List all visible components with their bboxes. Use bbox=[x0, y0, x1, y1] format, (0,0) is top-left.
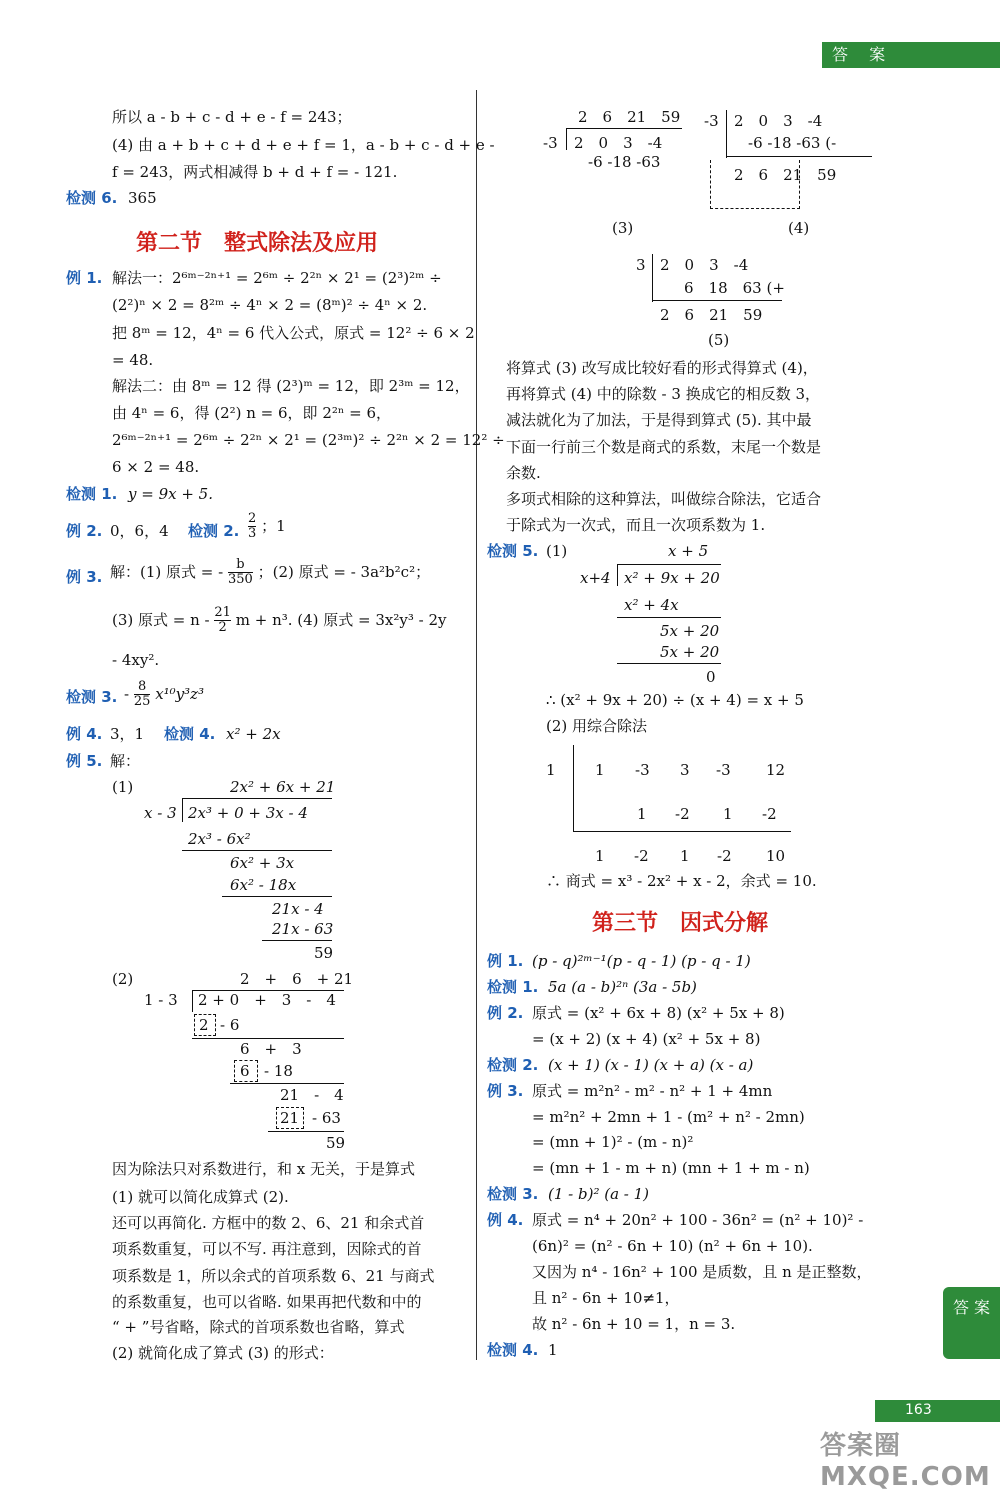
text-line: 多项式相除的这种算法，叫做综合除法，它适合 bbox=[506, 490, 822, 508]
division-tag: (5) bbox=[708, 331, 730, 349]
division-tag: (4) bbox=[788, 219, 810, 237]
text-line: ∴ 商式 = x³ - 2x² + x - 2，余式 = 10. bbox=[546, 872, 817, 890]
check-label: 检测 4. bbox=[164, 725, 216, 743]
division-row: - 63 bbox=[312, 1109, 341, 1127]
check-label: 检测 5. bbox=[487, 542, 539, 560]
example-label: 例 1. bbox=[487, 952, 524, 970]
division-row: x² + 4x bbox=[624, 596, 679, 614]
division-row: - 18 bbox=[264, 1062, 293, 1080]
side-tab: 答 案 bbox=[943, 1287, 1000, 1359]
synthetic-cell: -2 bbox=[634, 847, 649, 865]
footer-bar bbox=[875, 1400, 1000, 1422]
synthetic-cell: 1 bbox=[637, 805, 647, 823]
synthetic-cell: 10 bbox=[766, 847, 786, 865]
answer-text: y = 9x + 5. bbox=[128, 485, 213, 503]
division-divisor: x - 3 bbox=[144, 804, 177, 822]
text-line: 项系数重复，可以不写. 再注意到，因除式的首 bbox=[112, 1240, 422, 1258]
text-line: = (mn + 1 - m + n) (mn + 1 + m - n) bbox=[532, 1159, 810, 1177]
division-quotient: 2 6 21 59 bbox=[578, 108, 681, 126]
text-line: 原式 = m²n² - m² - n² + 1 + 4mn bbox=[532, 1082, 773, 1100]
text-line: = (mn + 1)² - (m - n)² bbox=[532, 1133, 694, 1151]
text-line: 原式 = n⁴ + 20n² + 100 - 36n² = (n² + 10)² - bbox=[532, 1211, 864, 1229]
division-remainder: 0 bbox=[706, 668, 716, 686]
division-row: 6x² + 3x bbox=[230, 854, 295, 872]
text-line: 解法二：由 8ᵐ = 12 得 (2³)ᵐ = 12，即 2³ᵐ = 12， bbox=[112, 377, 470, 395]
synthetic-cell: 1 bbox=[680, 847, 690, 865]
division-row: -6 -18 -63 bbox=[588, 153, 661, 171]
division-dividend: 2 0 3 -4 bbox=[660, 256, 749, 274]
example-label: 例 1. bbox=[66, 269, 103, 287]
synthetic-cell: 1 bbox=[723, 805, 733, 823]
check-label: 检测 4. bbox=[487, 1341, 539, 1359]
text-line: (1) bbox=[546, 542, 568, 560]
division-row: - 6 bbox=[220, 1016, 240, 1034]
division-row: 6 + 3 bbox=[240, 1040, 302, 1058]
text-line: 减法就化为了加法，于是得到算式 (5). 其中最 bbox=[506, 411, 812, 429]
synthetic-cell: 12 bbox=[766, 761, 786, 779]
text-line: 把 8ᵐ = 12，4ⁿ = 6 代入公式，原式 = 12² ÷ 6 × 2 bbox=[112, 324, 475, 342]
example-label: 例 4. bbox=[487, 1211, 524, 1229]
division-quotient: 2 6 21 59 bbox=[660, 306, 763, 324]
division-row: 21x - 4 bbox=[272, 900, 324, 918]
division-tag: (3) bbox=[612, 219, 634, 237]
check-label: 检测 3. bbox=[66, 688, 118, 706]
text-line: (2²)ⁿ × 2 = 8²ᵐ ÷ 4ⁿ × 2 = (8ᵐ)² ÷ 4ⁿ × 2. bbox=[112, 296, 428, 314]
text-line: 再将算式 (4) 中的除数 - 3 换成它的相反数 3， bbox=[506, 385, 821, 403]
synthetic-divisor: 1 bbox=[546, 761, 556, 779]
text-line: f = 243，两式相减得 b + d + f = - 121. bbox=[112, 163, 398, 181]
division-row: 21 bbox=[280, 1109, 300, 1127]
text-line: 的系数重复，也可以省略. 如果再把代数和中的 bbox=[112, 1293, 422, 1311]
example-label: 例 5. bbox=[66, 752, 103, 770]
division-divisor: 1 - 3 bbox=[144, 991, 178, 1009]
division-quotient: 2x² + 6x + 21 bbox=[230, 778, 336, 796]
division-row: 6x² - 18x bbox=[230, 876, 297, 894]
text-line: 又因为 n⁴ - 16n² + 100 是质数，且 n 是正整数， bbox=[532, 1263, 872, 1281]
text-line: = m²n² + 2mn + 1 - (m² + n² - 2mn) bbox=[532, 1108, 805, 1126]
answer-text: (1 - b)² (a - 1) bbox=[548, 1185, 650, 1203]
text-line: 还可以再简化. 方框中的数 2、6、21 和余式首 bbox=[112, 1214, 425, 1232]
division-row: 2x³ - 6x² bbox=[188, 830, 251, 848]
answer-text: x² + 2x bbox=[226, 725, 281, 743]
answer-text: (p - q)²ᵐ⁻¹(p - q - 1) (p - q - 1) bbox=[532, 952, 751, 970]
division-divisor: x+4 bbox=[580, 569, 611, 587]
text-line: (3) 原式 = n - $\frac{21}{2}$ m + n³. (4) 原式 = 3x²y³ - 2y bbox=[112, 605, 447, 636]
watermark: 答案圈 MXQE.COM bbox=[820, 1431, 991, 1492]
text-line: (2) 用综合除法 bbox=[546, 717, 648, 735]
division-row: -6 -18 -63 (- bbox=[748, 134, 837, 152]
check-label: 检测 1. bbox=[66, 485, 118, 503]
text-line: 解法一：2⁶ᵐ⁻²ⁿ⁺¹ = 2⁶ᵐ ÷ 2²ⁿ × 2¹ = (2³)²ᵐ ÷ bbox=[112, 269, 442, 287]
example-label: 例 3. bbox=[66, 568, 103, 586]
division-row: 21 - 4 bbox=[280, 1086, 344, 1104]
synthetic-cell: -3 bbox=[716, 761, 731, 779]
text-line: 解：(1) 原式 = - $\frac{b}{350}$ ；(2) 原式 = - 3a²b²c²； bbox=[110, 557, 431, 588]
page-number: 163 bbox=[905, 1402, 932, 1418]
text-line: 由 4ⁿ = 6，得 (2²) n = 6，即 2²ⁿ = 6， bbox=[112, 404, 392, 422]
synthetic-cell: 3 bbox=[680, 761, 690, 779]
text-line: “ + ”号省略，除式的首项系数也省略，算式 bbox=[112, 1318, 405, 1336]
division-remainder: 59 bbox=[314, 944, 334, 962]
check-label: 检测 2. bbox=[487, 1056, 539, 1074]
text-line: 于除式为一次式，而且一次项系数为 1. bbox=[506, 516, 766, 534]
division-row: 2 bbox=[199, 1016, 209, 1034]
division-tag: (1) bbox=[112, 778, 134, 796]
division-divisor: 3 bbox=[636, 256, 646, 274]
text-line: 下面一行前三个数是商式的系数，末尾一个数是 bbox=[506, 438, 822, 456]
division-dividend: x² + 9x + 20 bbox=[624, 569, 720, 587]
division-divisor: -3 bbox=[704, 112, 719, 130]
section-title-2: 第二节 整式除法及应用 bbox=[136, 231, 379, 256]
answer-text: (x + 1) (x - 1) (x + a) (x - a) bbox=[548, 1056, 754, 1074]
answer-text: $\frac{2}{3}$ ；1 bbox=[248, 511, 286, 542]
division-row: 5x + 20 bbox=[660, 622, 720, 640]
text-line: 原式 = (x² + 6x + 8) (x² + 5x + 8) bbox=[532, 1004, 785, 1022]
division-quotient: x + 5 bbox=[668, 542, 709, 560]
text-line: (4) 由 a + b + c + d + e + f = 1，a - b + c - d + e - bbox=[112, 136, 495, 154]
text-line: ∴ (x² + 9x + 20) ÷ (x + 4) = x + 5 bbox=[546, 691, 804, 709]
text-line: 所以 a - b + c - d + e - f = 243； bbox=[112, 108, 352, 126]
synthetic-cell: -3 bbox=[635, 761, 650, 779]
division-dividend: 2 + 0 + 3 - 4 bbox=[198, 991, 336, 1009]
example-label: 例 3. bbox=[487, 1082, 524, 1100]
check-label: 检测 6. bbox=[66, 189, 118, 207]
synthetic-cell: -2 bbox=[675, 805, 690, 823]
text-line: 故 n² - 6n + 10 = 1，n = 3. bbox=[532, 1315, 736, 1333]
answer-text: - $\frac{8}{25}$ x¹⁰y³z³ bbox=[124, 679, 205, 710]
example-label: 例 2. bbox=[66, 522, 103, 540]
synthetic-cell: 1 bbox=[595, 761, 605, 779]
division-divisor: -3 bbox=[543, 134, 558, 152]
example-label: 例 2. bbox=[487, 1004, 524, 1022]
division-quotient: 2 + 6 + 21 bbox=[240, 970, 354, 988]
header-tab: 答 案 bbox=[822, 42, 1000, 68]
check-label: 检测 3. bbox=[487, 1185, 539, 1203]
division-dividend: 2x³ + 0 + 3x - 4 bbox=[188, 804, 308, 822]
division-quotient: 2 6 21 59 bbox=[734, 166, 837, 184]
text-line: 2⁶ᵐ⁻²ⁿ⁺¹ = 2⁶ᵐ ÷ 2²ⁿ × 2¹ = (2³ᵐ)² ÷ 2²ⁿ × 2 = 12² ÷ bbox=[112, 431, 505, 449]
division-row: 5x + 20 bbox=[660, 643, 720, 661]
text-line: 将算式 (3) 改写成比较好看的形式得算式 (4)， bbox=[506, 359, 818, 377]
text-line: (6n)² = (n² - 6n + 10) (n² + 6n + 10). bbox=[532, 1237, 813, 1255]
text-line: 6 × 2 = 48. bbox=[112, 458, 200, 476]
division-dividend: 2 0 3 -4 bbox=[574, 134, 663, 152]
text-line: 余数. bbox=[506, 464, 541, 482]
division-row: 6 bbox=[240, 1062, 250, 1080]
text-line: - 4xy². bbox=[112, 651, 160, 669]
text-line: 解： bbox=[110, 752, 141, 770]
text-line: = (x + 2) (x + 4) (x² + 5x + 8) bbox=[532, 1030, 761, 1048]
text-line: (1) 就可以简化成算式 (2). bbox=[112, 1188, 289, 1206]
division-row: 6 18 63 (+ bbox=[684, 279, 785, 297]
text-line: 且 n² - 6n + 10≠1， bbox=[532, 1289, 680, 1307]
example-label: 例 4. bbox=[66, 725, 103, 743]
division-dividend: 2 0 3 -4 bbox=[734, 112, 823, 130]
text-line: (2) 就简化成了算式 (3) 的形式： bbox=[112, 1344, 334, 1362]
synthetic-cell: 1 bbox=[595, 847, 605, 865]
division-tag: (2) bbox=[112, 970, 134, 988]
text-line: 项系数是 1，所以余式的首项系数 6、21 与商式 bbox=[112, 1267, 435, 1285]
division-remainder: 59 bbox=[326, 1134, 346, 1152]
answer-text: 5a (a - b)²ⁿ (3a - 5b) bbox=[548, 978, 697, 996]
column-divider bbox=[476, 90, 477, 1360]
section-title-3: 第三节 因式分解 bbox=[592, 911, 769, 936]
answer-text: 365 bbox=[128, 189, 157, 207]
answer-text: 1 bbox=[548, 1341, 558, 1359]
division-row: 21x - 63 bbox=[272, 920, 334, 938]
answer-text: 0，6，4 bbox=[110, 522, 169, 540]
synthetic-cell: -2 bbox=[717, 847, 732, 865]
check-label: 检测 2. bbox=[188, 522, 240, 540]
answer-text: 3，1 bbox=[110, 725, 145, 743]
check-label: 检测 1. bbox=[487, 978, 539, 996]
text-line: = 48. bbox=[112, 351, 154, 369]
text-line: 因为除法只对系数进行，和 x 无关，于是算式 bbox=[112, 1160, 415, 1178]
synthetic-cell: -2 bbox=[762, 805, 777, 823]
